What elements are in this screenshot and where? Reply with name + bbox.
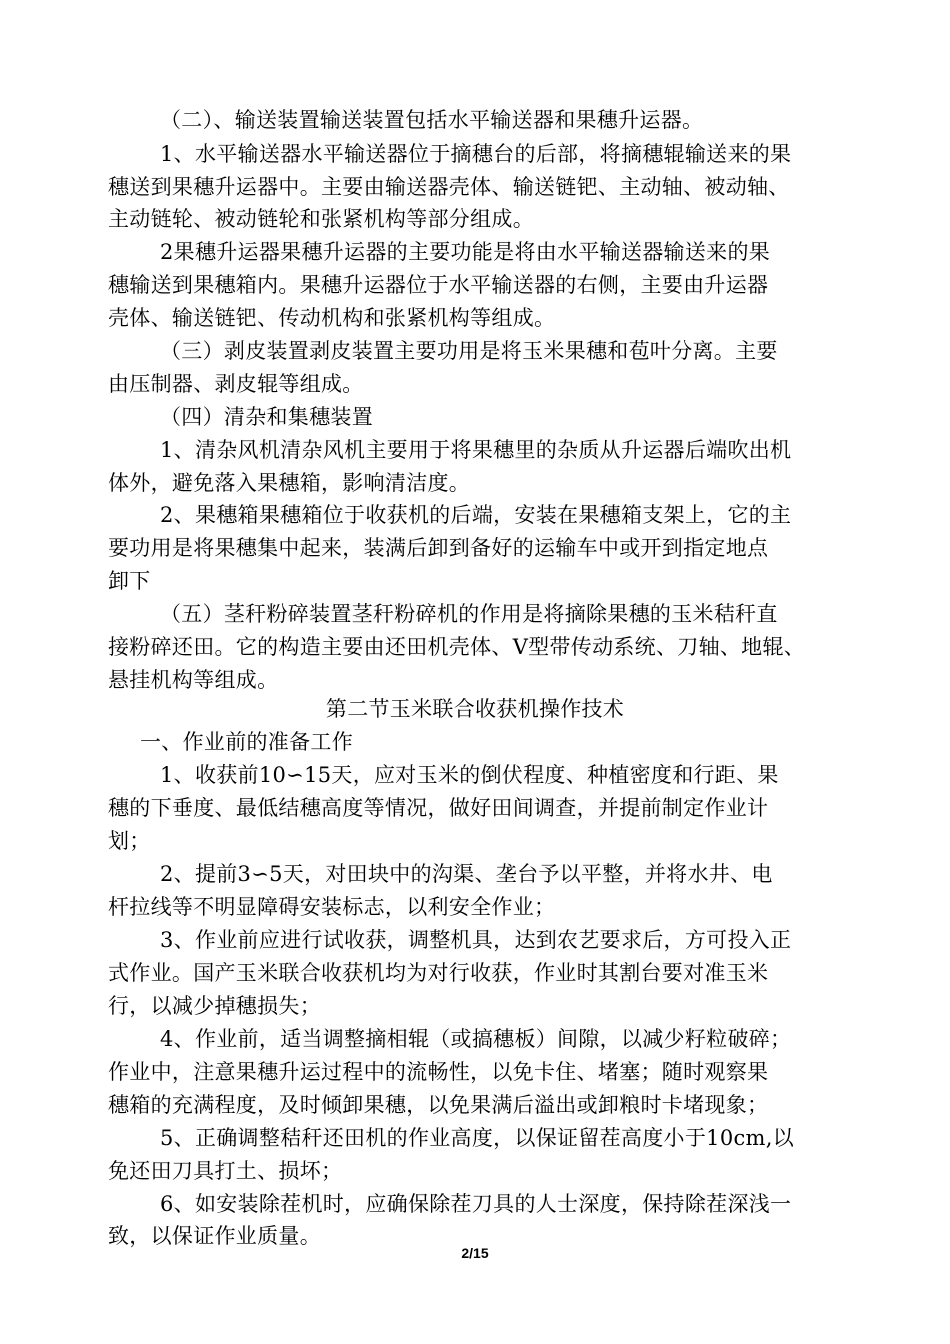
paragraph-line: 接粉碎还田。它的构造主要由还田机壳体、V型带传动系统、刀轴、地辊、	[108, 635, 806, 659]
paragraph-line: 卸下	[108, 569, 151, 593]
paragraph-line: 穗输送到果穗箱内。果穗升运器位于水平输送器的右侧，主要由升运器	[108, 273, 769, 297]
paragraph-line: 要功用是将果穗集中起来，装满后卸到备好的运输车中或开到指定地点	[108, 536, 769, 560]
paragraph-line: 穗送到果穗升运器中。主要由输送器壳体、输送链钯、主动轴、被动轴、	[108, 175, 790, 199]
paragraph-line: 2果穗升运器果穗升运器的主要功能是将由水平输送器输送来的果	[160, 240, 771, 264]
subsection-heading-conveyor: （二）、输送装置输送装置包括水平输送器和果穗升运器。	[160, 108, 704, 132]
paragraph-line: 5、正确调整秸秆还田机的作业高度，以保证留茬高度小于10cm,以	[160, 1126, 795, 1150]
paragraph-line: 1、清杂风机清杂风机主要用于将果穗里的杂质从升运器后端吹出机	[160, 438, 792, 462]
paragraph-line: 行，以减少掉穗损失；	[108, 994, 321, 1018]
paragraph-line: 主动链轮、被动链轮和张紧机构等部分组成。	[108, 207, 534, 231]
paragraph-line: 4、作业前，适当调整摘相辊（或搞穗板）间隙，以减少籽粒破碎；	[160, 1027, 792, 1051]
paragraph-line: 悬挂机构等组成。	[108, 668, 279, 692]
paragraph-line: 6、如安装除茬机时，应确保除茬刀具的人士深度，保持除茬深浅一	[160, 1192, 792, 1216]
paragraph-line: 2、提前3∽5天，对田块中的沟渠、垄台予以平整，并将水井、电	[160, 862, 773, 886]
paragraph-line: 穗的下垂度、最低结穗高度等情况，做好田间调查，并提前制定作业计	[108, 796, 769, 820]
paragraph-line: 体外，避免落入果穗箱，影响清洁度。	[108, 471, 471, 495]
paragraph-line: 杆拉线等不明显障碍安装标志，以利安全作业；	[108, 895, 556, 919]
subsection-heading-cleaning: （四）清杂和集穗装置	[160, 405, 373, 429]
subsection-heading-husking: （三）剥皮装置剥皮装置主要功用是将玉米果穗和苞叶分离。主要	[160, 339, 778, 363]
paragraph-line: 免还田刀具打土、损坏；	[108, 1159, 343, 1183]
subsection-heading-stalk: （五）茎秆粉碎装置茎秆粉碎机的作用是将摘除果穗的玉米秸秆直	[160, 602, 778, 626]
paragraph-line: 致，以保证作业质量。	[108, 1224, 321, 1248]
paragraph-line: 1、水平输送器水平输送器位于摘穗台的后部，将摘穗辊输送来的果	[160, 142, 792, 166]
paragraph-line: 3、作业前应进行试收获，调整机具，达到农艺要求后，方可投入正	[160, 928, 792, 952]
paragraph-line: 壳体、输送链钯、传动机构和张紧机构等组成。	[108, 306, 556, 330]
paragraph-line: 2、果穗箱果穗箱位于收获机的后端，安装在果穗箱支架上，它的主	[160, 503, 792, 527]
page-number: 2/15	[461, 1245, 489, 1261]
subsection-heading-preparation: 一、作业前的准备工作	[140, 730, 353, 754]
paragraph-line: 1、收获前10∽15天，应对玉米的倒伏程度、种植密度和行距、果	[160, 763, 779, 787]
paragraph-line: 穗箱的充满程度，及时倾卸果穗，以免果满后溢出或卸粮时卡堵现象；	[108, 1093, 769, 1117]
paragraph-line: 作业中，注意果穗升运过程中的流畅性，以免卡住、堵塞；随时观察果	[108, 1060, 769, 1084]
paragraph-line: 划；	[108, 829, 151, 853]
paragraph-line: 式作业。国产玉米联合收获机均为对行收获，作业时其割台要对准玉米	[108, 961, 769, 985]
section-title: 第二节玉米联合收获机操作技术	[325, 697, 625, 721]
paragraph-line: 由压制器、剥皮辊等组成。	[108, 372, 364, 396]
